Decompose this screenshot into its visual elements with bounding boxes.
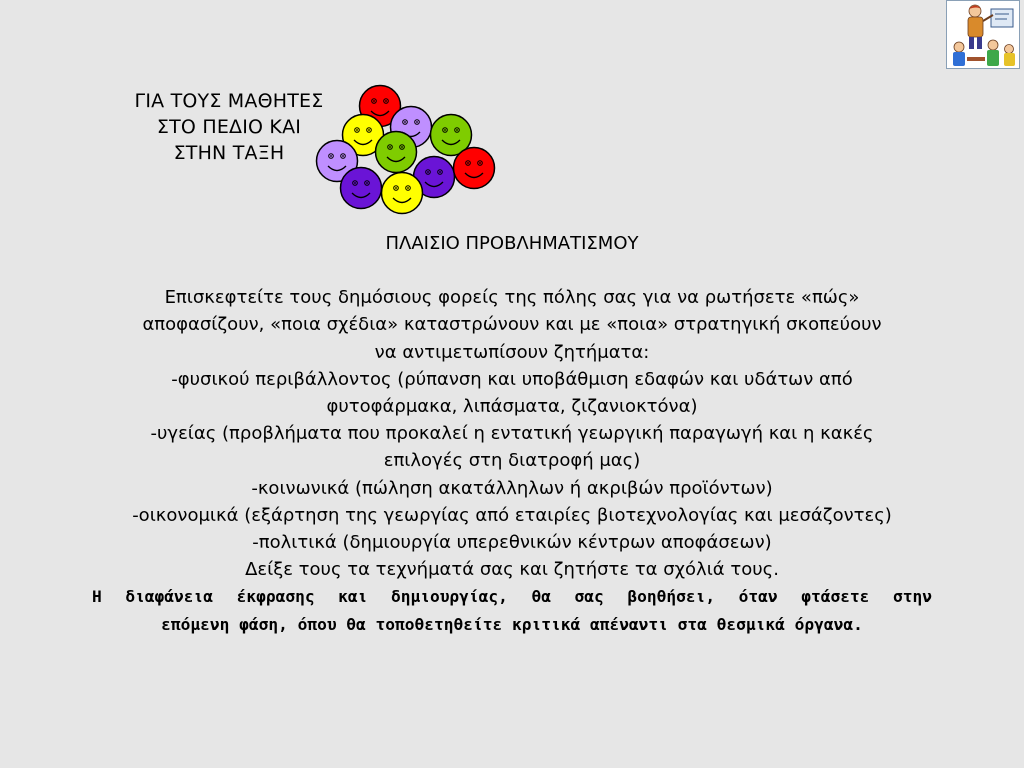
heading-line-3: ΣΤΗΝ ΤΑΞΗ — [173, 142, 285, 164]
teacher-students-illustration — [947, 1, 1019, 68]
smiley-cluster — [312, 84, 502, 216]
spacer — [92, 257, 932, 284]
body-line-1: Επισκεφτείτε τους δημόσιους φορείς της πόλης σας για να ρωτήσετε «πώς» — [164, 287, 860, 309]
smiley-red-2-icon — [454, 148, 495, 189]
body-line-3: να αντιμετωπίσουν ζητήματα: — [374, 341, 650, 363]
smiley-yellow-2-icon — [382, 173, 423, 214]
teacher-students-icon — [946, 0, 1020, 69]
body-line-5: φυτοφάρμακα, λιπάσματα, ζιζανιοκτόνα) — [326, 396, 698, 418]
body-line-8: -κοινωνικά (πώληση ακατάλληλων ή ακριβών προϊόντων) — [251, 477, 773, 499]
heading-line-1: ΓΙΑ ΤΟΥΣ ΜΑΘΗΤΕΣ — [134, 90, 324, 112]
reflection-box-title: ΠΛΑΙΣΙΟ ΠΡΟΒΛΗΜΑΤΙΣΜΟΥ — [385, 233, 639, 254]
smiley-green-2-icon — [376, 132, 417, 173]
body-line-6: -υγείας (προβλήματα που προκαλεί η εντατική γεωργική παραγωγή και η κακές — [150, 423, 874, 445]
body-line-4: -φυσικού περιβάλλοντος (ρύπανση και υποβάθμιση εδαφών και υδάτων από — [171, 368, 853, 390]
body-line-7: επιλογές στη διατροφή μας) — [383, 450, 641, 472]
body-line-10: -πολιτικά (δημιουργία υπερεθνικών κέντρων αποφάσεων) — [252, 532, 772, 554]
bold-line-2: επόμενη φάση, όπου θα τοποθετηθείτε κριτικά απέναντι στα θεσμικά όργανα. — [161, 614, 863, 634]
bold-line-1: Η διαφάνεια έκφρασης και δημιουργίας, θα σας βοηθήσει, όταν φτάσετε στην — [92, 587, 932, 607]
smiley-purple-2-icon — [341, 168, 382, 209]
reflection-box-text — [92, 230, 932, 638]
body-line-11: Δείξε τους τα τεχνήματά σας και ζητήστε τα σχόλιά τους. — [245, 559, 779, 581]
body-line-2: αποφασίζουν, «ποια σχέδια» καταστρώνουν και με «ποια» στρατηγική σκοπεύουν — [142, 314, 882, 336]
heading-line-2: ΣΤΟ ΠΕΔΙΟ ΚΑΙ — [156, 116, 302, 138]
body-line-9: -οικονομικά (εξάρτηση της γεωργίας από εταιρίες βιοτεχνολογίας και μεσάζοντες) — [132, 504, 892, 526]
